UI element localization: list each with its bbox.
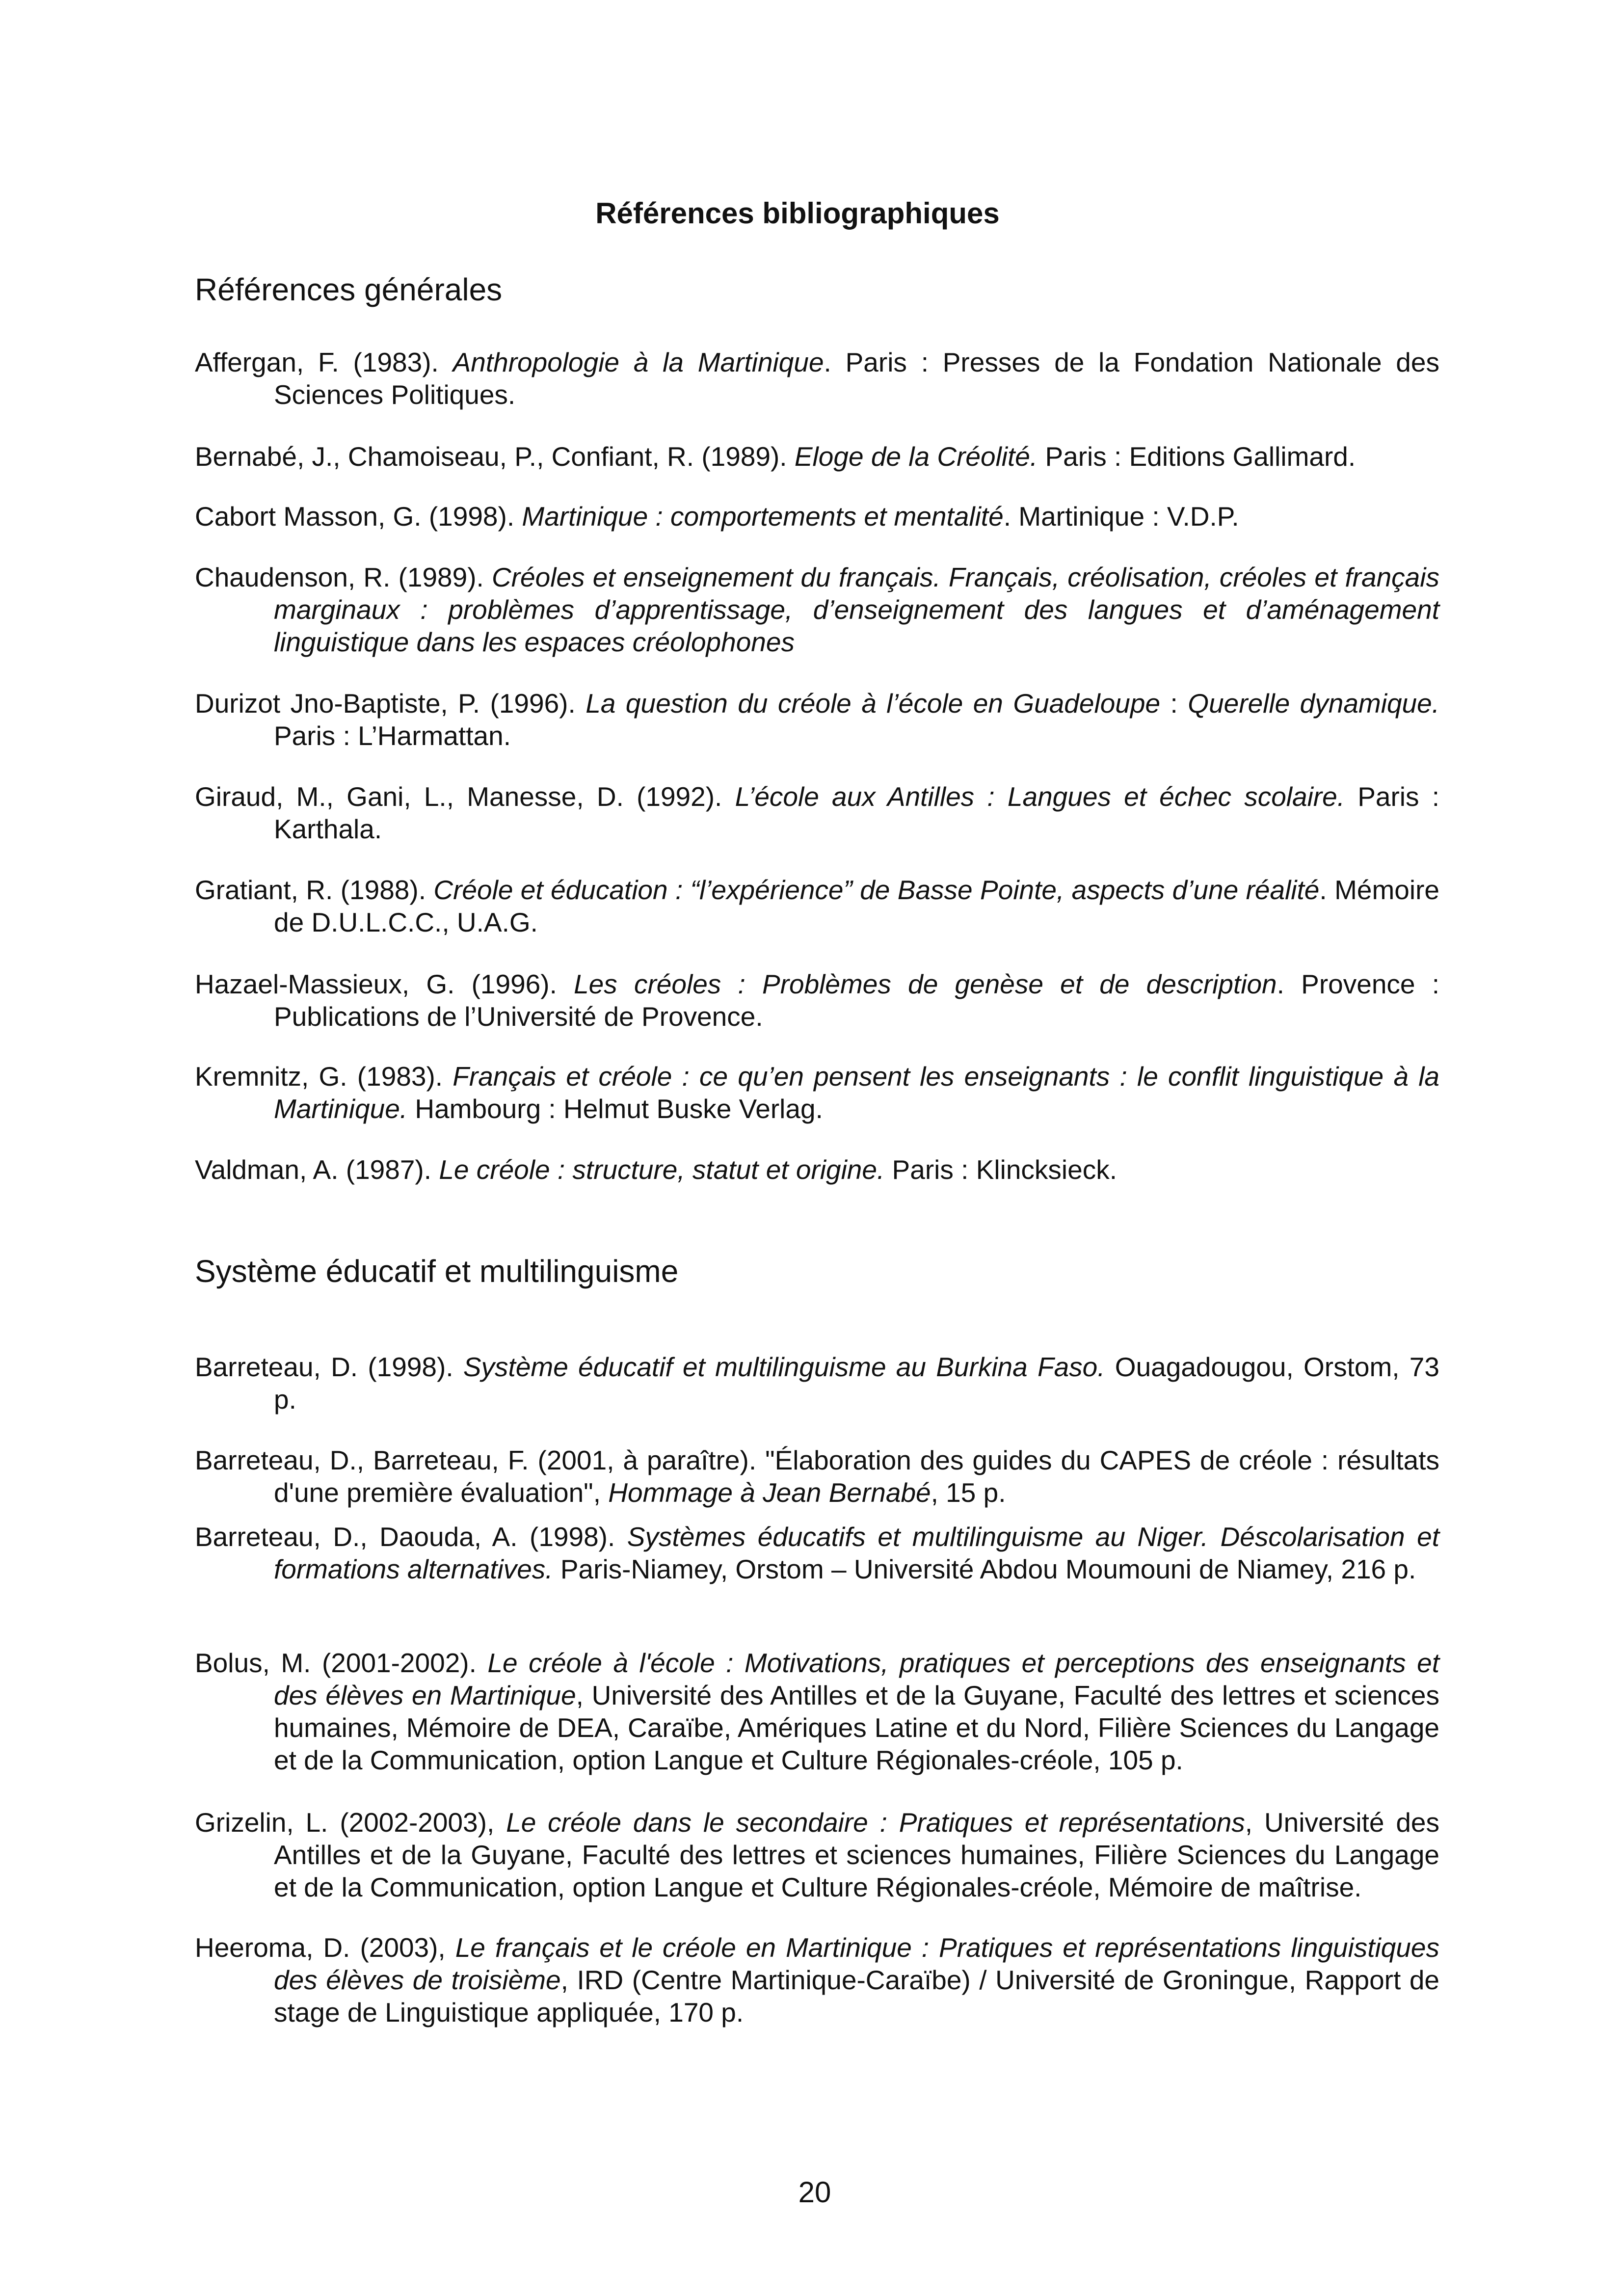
reference-title: L’école aux Antilles : Langues et échec scolaire. (735, 781, 1345, 812)
reference-text: Paris : Klincksieck. (884, 1154, 1117, 1185)
reference-entry (195, 1931, 1439, 2029)
reference-entry (195, 1060, 1439, 1125)
reference-text: Affergan, F. (1983). (195, 347, 453, 377)
reference-text: , IRD (Centre Martinique-Caraïbe) / Université de Groningue, Rapport de stage de Linguistique appliquée, 170 p. (274, 1965, 1439, 2028)
reference-entry (195, 687, 1439, 752)
reference-text: Barreteau, D., Barreteau, F. (2001, à paraître). "Élaboration des guides du CAPES de créole : résultats d'une première évaluation", (195, 1445, 1439, 1508)
reference-entry (195, 561, 1439, 658)
reference-entry (195, 874, 1439, 938)
reference-title: Le créole dans le secondaire : Pratiques et représentations (506, 1807, 1245, 1838)
reference-text: , Université des Antilles et de la Guyane, Faculté des lettres et sciences humaines, Mémoire de DEA, Caraïbe, Amériques Latine et du Nord, Filière Sciences du Langage et de la Communication, option Langue et Culture Régionales-créole, 105 p. (274, 1680, 1439, 1775)
reference-title: Anthropologie à la Martinique (452, 347, 824, 377)
reference-text: Barreteau, D. (1998). (195, 1352, 463, 1382)
reference-entry (195, 440, 1439, 473)
reference-text: Ouagadougou, Orstom, 73 p. (274, 1352, 1439, 1415)
reference-text: Hambourg : Helmut Buske Verlag. (407, 1094, 823, 1124)
reference-text: Bolus, M. (2001-2002). (195, 1648, 488, 1678)
reference-title: Querelle dynamique. (1188, 688, 1440, 719)
reference-text: Hazael-Massieux, G. (1996). (195, 969, 574, 999)
reference-title: Le créole à l'école : Motivations, pratiques et perceptions des enseignants et des élèves en Martinique (274, 1648, 1439, 1710)
reference-text: Chaudenson, R. (1989). (195, 562, 492, 592)
reference-entry (195, 968, 1439, 1033)
reference-text: : (1160, 688, 1188, 719)
reference-text: . Mémoire de D.U.L.C.C., U.A.G. (274, 875, 1439, 937)
reference-entry (195, 1444, 1439, 1509)
reference-text: Kremnitz, G. (1983). (195, 1061, 453, 1092)
reference-title: Créole et éducation : “l’expérience” de Basse Pointe, aspects d’une réalité (433, 875, 1320, 905)
reference-title: Hommage à Jean Bernabé (608, 1477, 931, 1508)
reference-title: Les créoles : Problèmes de genèse et de description (574, 969, 1277, 999)
reference-text: Paris : Karthala. (274, 781, 1440, 844)
reference-title: La question du créole à l’école en Guadeloupe (585, 688, 1161, 719)
reference-text: Cabort Masson, G. (1998). (195, 501, 522, 532)
reference-entry (195, 500, 1439, 533)
reference-text: Heeroma, D. (2003), (195, 1932, 455, 1963)
reference-title: Eloge de la Créolité. (794, 441, 1038, 472)
reference-entry (195, 1521, 1439, 1585)
reference-text: Grizelin, L. (2002-2003), (195, 1807, 506, 1838)
reference-title: Français et créole : ce qu’en pensent les enseignants : le conflit linguistique à la Martinique. (274, 1061, 1439, 1124)
reference-text: , Université des Antilles et de la Guyane, Faculté des lettres et sciences humaines, Filière Sciences du Langage et de la Communication, option Langue et Culture Régionales-créole, Mémoire de maîtrise. (274, 1807, 1440, 1902)
reference-text: Gratiant, R. (1988). (195, 875, 434, 905)
page-title: Références bibliographiques (595, 197, 1000, 230)
reference-title: Créoles et enseignement du français. Français, créolisation, créoles et français marginaux : problèmes d’apprentissage, d’enseignement des langues et d’aménagement linguistique dans les espaces créolophones (274, 562, 1439, 657)
reference-title: Martinique : comportements et mentalité (522, 501, 1004, 532)
section-heading-education: Système éducatif et multilinguisme (195, 1254, 679, 1289)
page-number: 20 (798, 2176, 831, 2209)
reference-text: . Martinique : V.D.P. (1003, 501, 1239, 532)
reference-title: Systèmes éducatifs et multilinguisme au Niger. Déscolarisation et formations alternatives. (274, 1522, 1439, 1584)
reference-entry (195, 1153, 1439, 1186)
reference-text: Valdman, A. (1987). (195, 1154, 439, 1185)
reference-entry (195, 1647, 1439, 1776)
reference-text: Bernabé, J., Chamoiseau, P., Confiant, R. (1989). (195, 441, 795, 472)
reference-text: Barreteau, D., Daouda, A. (1998). (195, 1522, 627, 1552)
reference-text: . Provence : Publications de l’Université de Provence. (274, 969, 1439, 1032)
reference-entry (195, 780, 1439, 845)
reference-title: Le français et le créole en Martinique : Pratiques et représentations linguistiques des élèves de troisième (274, 1932, 1440, 1995)
reference-text: , 15 p. (931, 1477, 1006, 1508)
reference-entry (195, 1806, 1439, 1903)
reference-entry (195, 1351, 1439, 1415)
reference-text: Giraud, M., Gani, L., Manesse, D. (1992). (195, 781, 735, 812)
reference-title: Le créole : structure, statut et origine. (439, 1154, 885, 1185)
reference-title: Système éducatif et multilinguisme au Burkina Faso. (463, 1352, 1105, 1382)
reference-text: . Paris : Presses de la Fondation Nationale des Sciences Politiques. (274, 347, 1439, 410)
section-heading-general: Références générales (195, 272, 503, 307)
reference-text: Durizot Jno-Baptiste, P. (1996). (195, 688, 586, 719)
reference-text: Paris : L’Harmattan. (274, 721, 511, 751)
reference-entry (195, 346, 1439, 411)
reference-text: Paris-Niamey, Orstom – Université Abdou Moumouni de Niamey, 216 p. (553, 1554, 1416, 1584)
reference-text: Paris : Editions Gallimard. (1038, 441, 1356, 472)
